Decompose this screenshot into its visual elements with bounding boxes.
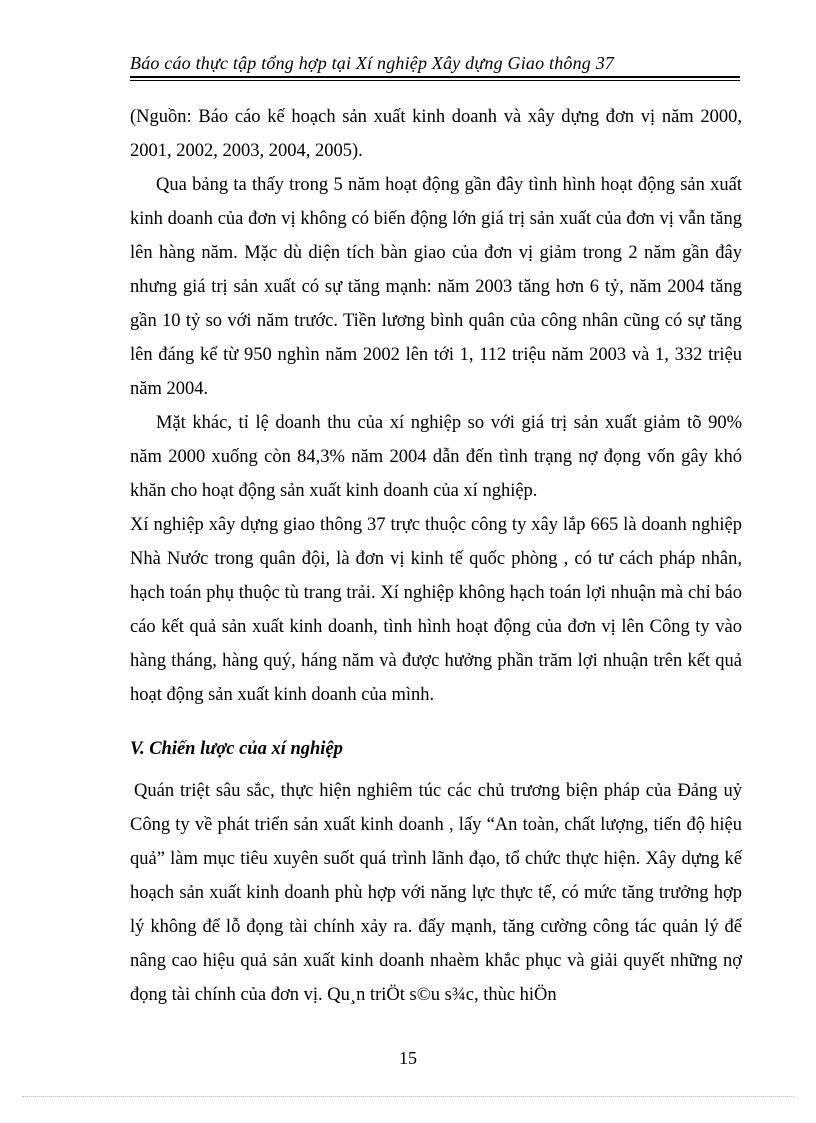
- paragraph-enterprise-status: Xí nghiệp xây dựng giao thông 37 trực thuộc công ty xây lắp 665 là doanh nghiệp Nhà Nước trong quân đội, là đơn vị kinh tế quốc phòng , có tư cách pháp nhân, hạch toán phụ thuộc tù trang trải. Xí nghiệp không hạch toán lợi nhuận mà chỉ báo cáo kết quả sản xuất kinh doanh, tình hình hoạt động của đơn vị lên Công ty vào hàng tháng, hàng quý, háng năm và được hưởng phần trăm lợi nhuận trên kết quả hoạt động sản xuất kinh doanh của mình.: [130, 515, 742, 705]
- header-rule-thick: [130, 76, 740, 78]
- paragraph-production-trend: Qua bảng ta thấy trong 5 năm hoạt động gần đây tình hình hoạt động sản xuất kinh doanh của đơn vị không có biến động lớn giá trị sản xuất của đơn vị vẫn tăng lên hàng năm. Mặc dù diện tích bàn giao của đơn vị giảm trong 2 năm gần đây nhưng giá trị sản xuất có sự tăng mạnh: năm 2003 tăng hơn 6 tỷ, năm 2004 tăng gần 10 tỷ so với năm trước. Tiền lương bình quân của công nhân cũng có sự tăng lên đáng kể từ 950 nghìn năm 2002 lên tới 1, 112 triệu năm 2003 và 1, 332 triệu năm 2004.: [130, 175, 742, 399]
- source-note: (Nguồn: Báo cáo kế hoạch sản xuất kinh doanh và xây dựng đơn vị năm 2000, 2001, 2002, 2003, 2004, 2005).: [130, 107, 742, 161]
- paragraph-strategy: Quán triệt sâu sắc, thực hiện nghiêm túc các chủ trương biện pháp của Đảng uỷ Công ty về phát triển sản xuất kinh doanh , lấy “An toàn, chất lượng, tiến độ hiệu quả” làm mục tiêu xuyên suốt quá trình lãnh đạo, tổ chức thực hiện. Xây dựng kế hoạch sản xuất kinh doanh phù hợp với năng lực thực tế, có mức tăng trưởng hợp lý không để lỗ đọng tài chính xảy ra. đẩy mạnh, tăng cường công tác quản lý để nâng cao hiệu quả sản xuất kinh doanh nhaèm khắc phục và giải quyết những nợ đọng tài chính của đơn vị. Qu¸n triÖt s©u s¾c, thùc hiÖn: [130, 781, 742, 1005]
- page-bottom-dotted-line: [22, 1096, 794, 1097]
- header-title: Báo cáo thực tập tổng hợp tại Xí nghiệp Xây dựng Giao thông 37: [130, 53, 615, 73]
- page-header: [130, 52, 740, 81]
- paragraph-revenue-ratio: Mặt khác, tỉ lệ doanh thu của xí nghiệp so với giá trị sản xuất giảm tõ 90% năm 2000 xuống còn 84,3% năm 2004 dẫn đến tình trạng nợ đọng vốn gây khó khăn cho hoạt động sản xuất kinh doanh của xí nghiệp.: [130, 413, 742, 501]
- header-rule-thin: [130, 80, 740, 81]
- page-number: 15: [399, 1048, 417, 1068]
- document-body: [130, 100, 742, 1012]
- section-heading: V. Chiến lược của xí nghiệp: [130, 739, 343, 759]
